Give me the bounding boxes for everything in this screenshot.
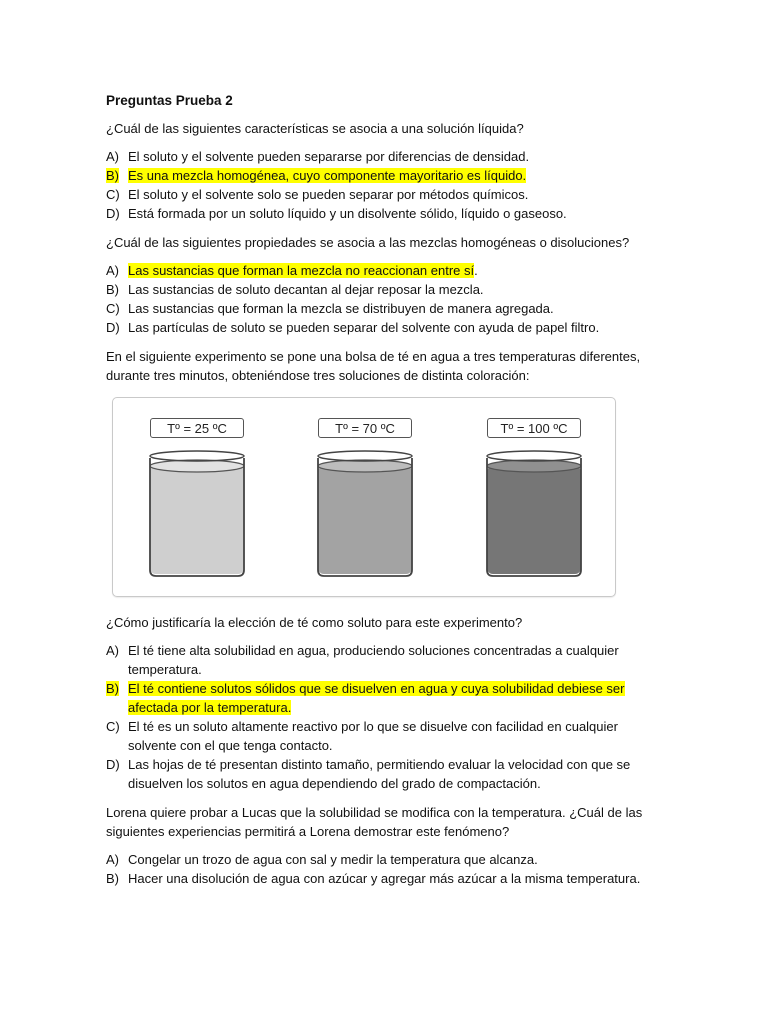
option-letter: A)	[106, 263, 119, 278]
experiment-figure	[112, 397, 616, 597]
experiment-intro: En el siguiente experimento se pone una bolsa de té en agua a tres temperaturas diferentes, durante tres minutos, obteniéndose tres soluciones de distinta coloración:	[106, 349, 641, 383]
beaker-liquid	[318, 466, 412, 574]
option-item	[106, 280, 666, 299]
option-item	[106, 755, 666, 793]
option-text: El soluto y el solvente solo se pueden separar por métodos químicos.	[128, 187, 529, 202]
option-text: Hacer una disolución de agua con azúcar y agregar más azúcar a la misma temperatura.	[128, 871, 641, 886]
option-item	[106, 318, 666, 337]
beaker-icon	[484, 448, 584, 578]
option-text: Las sustancias de soluto decantan al dejar reposar la mezcla.	[128, 282, 484, 297]
option-letter: B)	[106, 282, 119, 297]
option-text: Las sustancias que forman la mezcla se distribuyen de manera agregada.	[128, 301, 554, 316]
option-item	[106, 869, 666, 888]
option-text-highlighted: Es una mezcla homogénea, cuyo componente mayoritario es líquido.	[128, 168, 527, 183]
option-text: Las hojas de té presentan distinto tamaño, permitiendo evaluar la velocidad con que se disuelven los solutos en agua dependiendo del grado de compactación.	[128, 757, 631, 791]
beaker-group-70	[315, 418, 415, 578]
option-letter: C)	[106, 719, 120, 734]
option-text: El té es un soluto altamente reactivo por lo que se disuelve con facilidad en cualquier solvente con el que tenga contacto.	[128, 719, 618, 753]
document-title: Preguntas Prueba 2	[106, 93, 233, 108]
beaker-liquid	[487, 466, 581, 574]
beaker-icon	[315, 448, 415, 578]
question-2-options	[106, 261, 666, 337]
beaker-group-25	[147, 418, 247, 578]
option-text: Las partículas de soluto se pueden separar del solvente con ayuda de papel filtro.	[128, 320, 600, 335]
option-letter: B)	[106, 871, 119, 886]
option-text: El té tiene alta solubilidad en agua, produciendo soluciones concentradas a cualquier temperatura.	[128, 643, 619, 677]
option-item	[106, 641, 666, 679]
question-1-options	[106, 147, 666, 223]
beaker-icon	[147, 448, 247, 578]
option-letter: A)	[106, 852, 119, 867]
question-1-text: ¿Cuál de las siguientes características se asocia a una solución líquida?	[106, 121, 524, 136]
option-text-highlighted: El té contiene solutos sólidos que se disuelven en agua y cuya solubilidad debiese ser afectada por la temperatura.	[128, 681, 625, 715]
option-letter: D)	[106, 757, 120, 772]
option-item	[106, 204, 666, 223]
question-4-text: Lorena quiere probar a Lucas que la solubilidad se modifica con la temperatura. ¿Cuál de las siguientes experiencias permitirá a Lorena demostrar este fenómeno?	[106, 805, 643, 839]
option-letter: D)	[106, 320, 120, 335]
option-letter: C)	[106, 301, 120, 316]
question-3-options	[106, 641, 666, 793]
temperature-label: Tº = 70 ºC	[318, 418, 412, 438]
option-item	[106, 299, 666, 318]
document-page	[106, 92, 666, 898]
beaker-group-100	[484, 418, 584, 578]
option-item	[106, 717, 666, 755]
option-text-tail: .	[474, 263, 478, 278]
option-letter: B)	[106, 681, 119, 696]
option-letter: B)	[106, 168, 119, 183]
option-text-highlighted: Las sustancias que forman la mezcla no reaccionan entre sí	[128, 263, 475, 278]
option-text: Está formada por un soluto líquido y un disolvente sólido, líquido o gaseoso.	[128, 206, 567, 221]
option-item	[106, 147, 666, 166]
option-letter: A)	[106, 149, 119, 164]
option-letter: C)	[106, 187, 120, 202]
question-4-options	[106, 850, 666, 888]
option-text: Congelar un trozo de agua con sal y medir la temperatura que alcanza.	[128, 852, 538, 867]
option-item-highlighted	[106, 166, 666, 185]
temperature-label: Tº = 100 ºC	[487, 418, 581, 438]
option-letter: D)	[106, 206, 120, 221]
question-3-text: ¿Cómo justificaría la elección de té como soluto para este experimento?	[106, 615, 523, 630]
option-item	[106, 185, 666, 204]
temperature-label: Tº = 25 ºC	[150, 418, 244, 438]
beaker-liquid	[150, 466, 244, 574]
option-item-highlighted	[106, 261, 666, 280]
option-text: El soluto y el solvente pueden separarse por diferencias de densidad.	[128, 149, 530, 164]
question-2-text: ¿Cuál de las siguientes propiedades se asocia a las mezclas homogéneas o disoluciones?	[106, 235, 630, 250]
option-item-highlighted	[106, 679, 666, 717]
option-letter: A)	[106, 643, 119, 658]
option-item	[106, 850, 666, 869]
